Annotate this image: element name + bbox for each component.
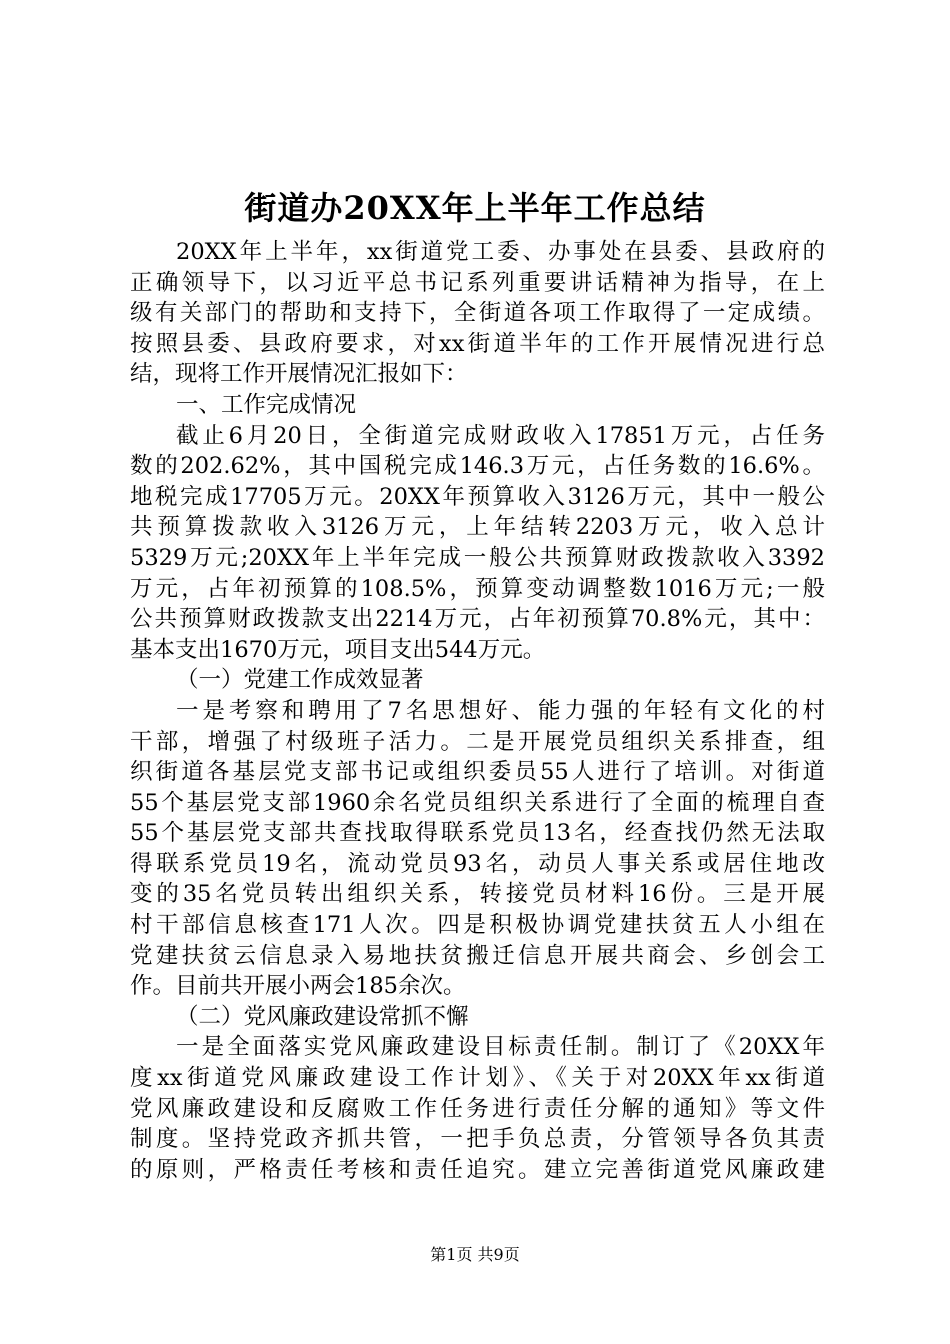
text-line: 党风廉政建设和反腐败工作任务进行责任分解的通知》等文件 [130, 1095, 825, 1122]
text-line: 结，现将工作开展情况汇报如下： [130, 361, 468, 388]
text-line: （一）党建工作成效显著 [176, 667, 424, 694]
text-line: 度xx街道党风廉政建设工作计划》、《关于对20XX年xx街道 [130, 1065, 825, 1092]
text-line: 的原则，严格责任考核和责任追究。建立完善街道党风廉政建 [130, 1156, 825, 1183]
text-line: 得联系党员19名，流动党员93名，动员人事关系或居住地改 [130, 850, 825, 877]
text-line: 村干部信息核查171人次。四是积极协调党建扶贫五人小组在 [130, 912, 825, 939]
text-line: 一、工作完成情况 [176, 391, 357, 418]
text-line: 共预算拨款收入3126万元，上年结转2203万元，收入总计 [130, 514, 825, 541]
text-line: 公共预算财政拨款支出2214万元，占年初预算70.8%元，其中： [130, 606, 825, 633]
text-line: 干部，增强了村级班子活力。二是开展党员组织关系排查，组 [130, 728, 825, 755]
text-line: 一是考察和聘用了7名思想好、能力强的年轻有文化的村 [176, 697, 825, 724]
document-body [130, 237, 825, 1185]
text-line: 基本支出1670万元，项目支出544万元。 [130, 636, 546, 663]
text-line: 地税完成17705万元。20XX年预算收入3126万元，其中一般公 [130, 483, 825, 510]
text-line: 制度。坚持党政齐抓共管，一把手负总责，分管领导各负其责 [130, 1126, 825, 1153]
text-line: 数的202.62%，其中国税完成146.3万元，占任务数的16.6%。 [130, 453, 825, 480]
text-line: 变的35名党员转出组织关系，转接党员材料16份。三是开展 [130, 881, 825, 908]
text-line: 截止6月20日，全街道完成财政收入17851万元，占任务 [176, 422, 825, 449]
text-line: 55个基层党支部共查找取得联系党员13名，经查找仍然无法取 [130, 820, 825, 847]
text-line: 55个基层党支部1960余名党员组织关系进行了全面的梳理自查 [130, 789, 825, 816]
text-line: 20XX年上半年，xx街道党工委、办事处在县委、县政府的 [176, 239, 825, 265]
text-line: 正确领导下，以习近平总书记系列重要讲话精神为指导，在上 [130, 269, 825, 296]
text-line: 5329万元;20XX年上半年完成一般公共预算财政拨款收入3392 [130, 544, 825, 571]
text-line: （二）党风廉政建设常抓不懈 [176, 1003, 469, 1030]
text-line: 织街道各基层党支部书记或组织委员55人进行了培训。对街道 [130, 759, 825, 786]
page-footer: 第1页 共9页 [430, 1245, 520, 1264]
text-line: 级有关部门的帮助和支持下，全街道各项工作取得了一定成绩。 [130, 300, 825, 327]
text-line: 作。目前共开展小两会185余次。 [130, 973, 466, 1000]
text-line: 党建扶贫云信息录入易地扶贫搬迁信息开展共商会、乡创会工 [130, 942, 825, 969]
text-line: 按照县委、县政府要求，对xx街道半年的工作开展情况进行总 [130, 330, 825, 357]
text-line: 一是全面落实党风廉政建设目标责任制。制订了《20XX年 [176, 1034, 825, 1061]
text-line: 万元，占年初预算的108.5%，预算变动调整数1016万元;一般 [130, 575, 825, 602]
document-title: 街道办20XX年上半年工作总结 [244, 189, 706, 227]
